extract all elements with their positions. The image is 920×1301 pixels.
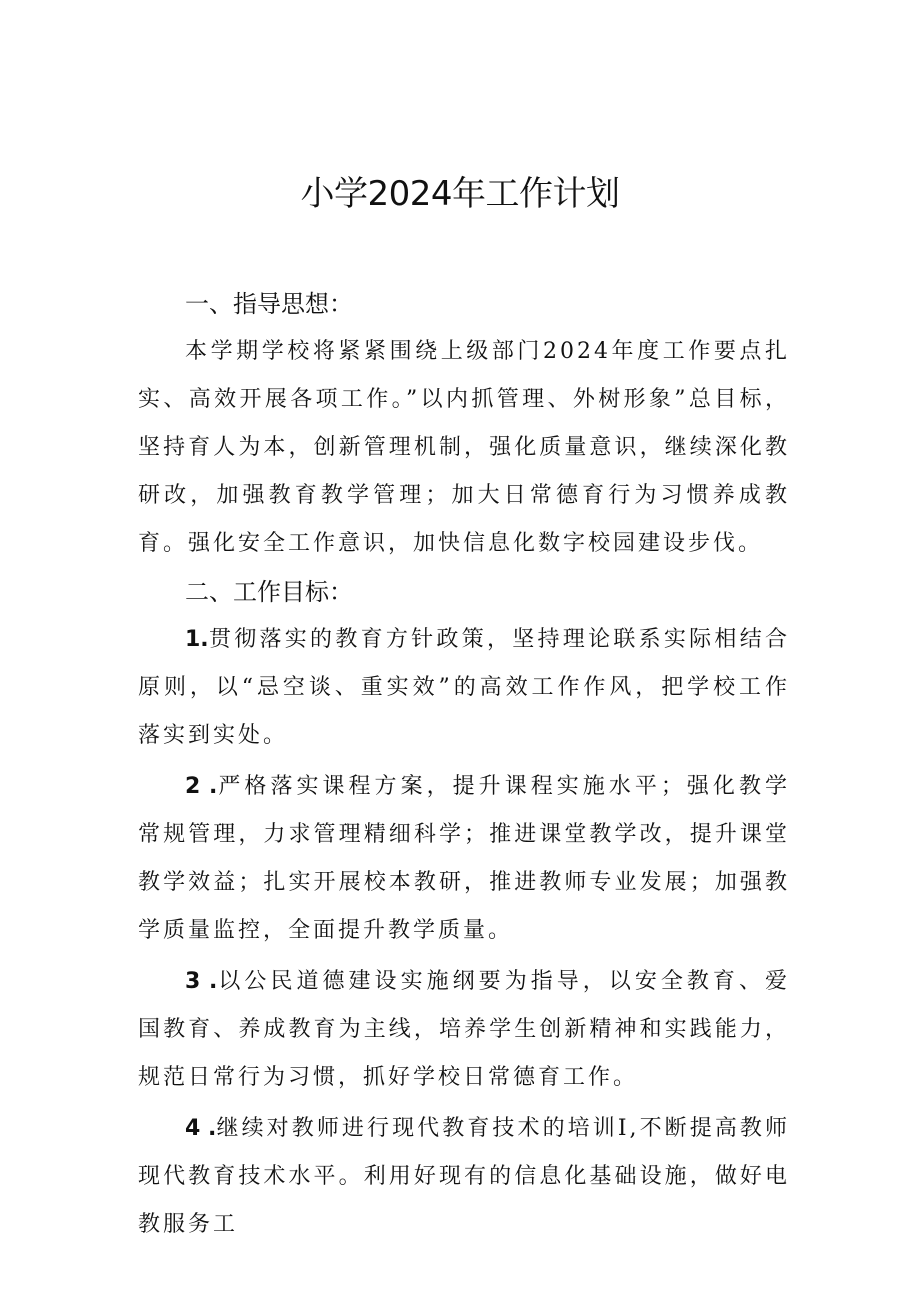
paragraph-text: 严格落实课程方案，提升课程实施水平；强化教学常规管理，力求管理精细科学；推进课堂教学改，提升课堂教学效益；扎实开展校本教研，推进教师专业发展；加强教学质量监控，全面提升教学质量。	[138, 774, 790, 943]
paragraph-number: 4 .	[185, 1116, 217, 1141]
document-body	[138, 280, 790, 1249]
paragraph-text: 以公民道德建设实施纲要为指导，以安全教育、爱国教育、养成教育为主线，培养学生创新精神和实践能力，规范日常行为习惯，抓好学校日常德育工作。	[138, 969, 790, 1090]
paragraph	[138, 763, 790, 955]
section-heading: 一、指导思想：	[185, 290, 353, 318]
page-title: 小学2024年工作计划	[300, 174, 620, 214]
paragraph-number: 2 .	[185, 774, 218, 799]
paragraph-text: 本学期学校将紧紧围绕上级部门2024年度工作要点扎实、高效开展各项工作。”以内抓管理、外树形象”总目标，坚持育人为本，创新管理机制，强化质量意识，继续深化教研改，加强教育教学管理；加大日常德育行为习惯养成教育。强化安全工作意识，加快信息化数字校园建设步伐。	[138, 339, 790, 556]
paragraph	[138, 328, 790, 568]
paragraph	[138, 958, 790, 1102]
paragraph-text: 继续对教师进行现代教育技术的培训I,不断提高教师现代教育技术水平。利用好现有的信息化基础设施，做好电教服务工	[138, 1116, 791, 1237]
section-heading: 二、工作目标：	[185, 578, 353, 606]
paragraph-text: 贯彻落实的教育方针政策，坚持理论联系实际相结合原则，以“忌空谈、重实效”的高效工作作风，把学校工作落实到实处。	[138, 627, 790, 748]
paragraph-number: 1.	[185, 627, 209, 652]
paragraph-number: 3 .	[185, 969, 218, 994]
paragraph	[138, 616, 790, 760]
paragraph	[138, 1105, 790, 1249]
